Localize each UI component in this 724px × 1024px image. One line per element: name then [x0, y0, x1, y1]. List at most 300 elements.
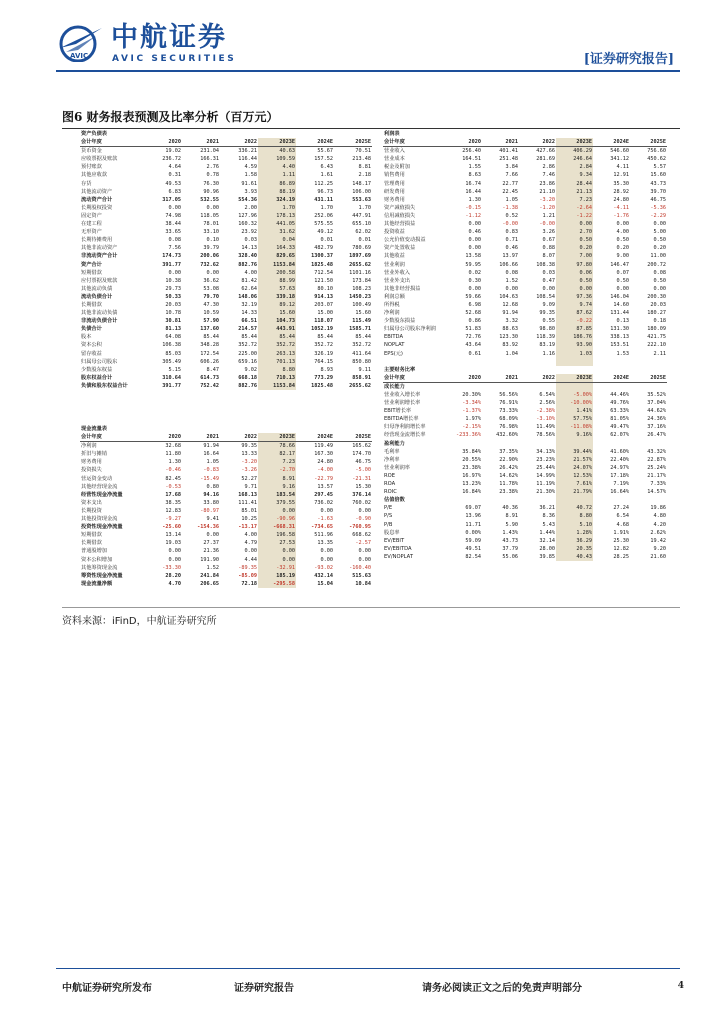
row-label: 资本公积 — [81, 342, 102, 349]
row-label: 短期借款 — [81, 532, 102, 539]
row-label: 营业利润率 — [384, 464, 410, 471]
row-label: 资本支出 — [81, 499, 102, 506]
cell-value: 0.50 — [556, 277, 593, 285]
cell-value: 614.73 — [200, 374, 219, 381]
cell-value: 121.50 — [314, 277, 333, 284]
cell-value: 146.47 — [610, 261, 629, 268]
cell-value: 19.02 — [165, 148, 181, 155]
cell-value: 164.33 — [258, 244, 296, 252]
row-label: 在建工程 — [81, 221, 102, 228]
cell-value: 2.11 — [653, 350, 666, 357]
cell-value: -15.49 — [200, 475, 219, 482]
cell-value: 2021 — [182, 433, 220, 442]
cell-value: 3.84 — [505, 164, 518, 171]
cell-value: 7.33% — [650, 481, 666, 488]
cell-value: 49.47% — [610, 424, 629, 431]
table-row — [80, 382, 372, 390]
cell-value: 773.29 — [314, 374, 333, 381]
cell-value: 108.38 — [536, 261, 555, 268]
cell-value: 11.19% — [536, 481, 555, 488]
row-label — [383, 358, 445, 366]
cell-value: 43.64 — [465, 342, 481, 349]
cell-value — [556, 440, 593, 448]
cell-value: -0.00 — [502, 221, 518, 228]
cell-value: 8.80 — [258, 366, 296, 374]
cell-value: 8.36 — [542, 513, 555, 520]
cell-value: 131.30 — [610, 326, 629, 333]
cell-value — [445, 130, 482, 138]
cell-value: 174.70 — [352, 451, 371, 458]
cell-value: 146.04 — [610, 293, 629, 300]
cell-value: 2023E — [258, 433, 296, 442]
cell-value: 44.62% — [647, 408, 666, 415]
cell-value: 87.62 — [556, 309, 593, 317]
row-label: EBITDA — [384, 334, 403, 341]
cell-value: 411.64 — [352, 350, 371, 357]
cell-value: 78.66 — [258, 442, 296, 451]
cell-value: -2.15% — [462, 424, 481, 431]
cell-value: 1.21 — [542, 212, 555, 219]
table-row — [383, 333, 667, 341]
cell-value: 15.04 — [317, 580, 333, 587]
cell-value: 2024E — [593, 138, 630, 147]
cell-value: -32.91 — [258, 564, 296, 572]
row-label: 资产合计 — [81, 261, 102, 268]
row-label: 资本公积增加 — [81, 556, 113, 563]
table-row — [80, 458, 372, 466]
cell-value: 165.62 — [352, 443, 371, 450]
cell-value: 88.99 — [258, 277, 296, 285]
cell-value: 0.46 — [468, 229, 481, 236]
row-label: 会计年度 — [80, 138, 144, 147]
row-label: 其他投资现金流 — [81, 516, 118, 523]
cell-value: 36.62 — [203, 277, 219, 284]
cell-value: 85.44 — [317, 334, 333, 341]
cell-value: -233.36% — [456, 432, 481, 439]
cell-value: 0.50 — [616, 237, 629, 244]
cell-value: 5.00 — [653, 229, 666, 236]
row-label: 股东权益合计 — [81, 374, 113, 381]
cell-value: 57.90 — [203, 318, 219, 325]
cell-value: 1.43% — [502, 529, 518, 536]
cell-value: 0.00 — [258, 556, 296, 564]
cell-value: 69.07 — [465, 505, 481, 512]
table-row — [80, 309, 372, 317]
cell-value: 27.24 — [613, 505, 629, 512]
cell-value: 183.54 — [258, 491, 296, 499]
cell-value: 8.91 — [258, 475, 296, 483]
cell-value: -0.53 — [165, 483, 181, 490]
cell-value: 33.65 — [165, 229, 181, 236]
table-row — [383, 545, 667, 553]
cell-value: 0.46 — [505, 245, 518, 252]
cell-value: 57.63 — [258, 285, 296, 293]
cell-value: 85.44 — [258, 333, 296, 341]
cell-value: 36.21 — [539, 505, 555, 512]
cell-value: 63.33% — [610, 408, 629, 415]
cell-value: 5.90 — [505, 521, 518, 528]
cell-value: 55.06 — [502, 553, 518, 560]
cell-value — [220, 425, 258, 433]
row-label: EV/NOPLAT — [384, 553, 413, 560]
cell-value: 206.65 — [200, 580, 219, 587]
cell-value: 83.19 — [539, 342, 555, 349]
table-row — [383, 440, 667, 448]
cell-value: 70.51 — [355, 148, 371, 155]
row-label: 留存收益 — [81, 350, 102, 357]
cell-value: 20.35 — [556, 545, 593, 553]
cell-value: 2022 — [519, 138, 556, 147]
cell-value: 0.86 — [468, 318, 481, 325]
table-row — [80, 188, 372, 196]
cell-value: 0.00 — [653, 285, 666, 292]
cell-value: 68.09% — [499, 416, 518, 423]
table-row — [383, 171, 667, 179]
cell-value: 9.74 — [556, 301, 593, 309]
cell-value: 214.57 — [238, 326, 257, 333]
cell-value: 9.20 — [653, 545, 666, 552]
cell-value — [630, 496, 667, 504]
row-label: 会计年度 — [383, 138, 445, 147]
table-row — [80, 277, 372, 285]
cell-value: 2024E — [296, 138, 334, 147]
cell-value: 5.43 — [542, 521, 555, 528]
cell-value: 511.96 — [314, 532, 333, 539]
cell-value: -0.46 — [165, 467, 181, 474]
cell-value: 1897.69 — [349, 253, 371, 260]
cell-value: 231.04 — [200, 148, 219, 155]
cell-value: 178.13 — [258, 212, 296, 220]
cell-value: 4.68 — [616, 521, 629, 528]
cell-value: 352.72 — [314, 342, 333, 349]
cell-value: 72.18 — [241, 580, 257, 587]
cell-value — [482, 496, 519, 504]
cell-value: 25.24% — [647, 464, 666, 471]
cell-value: 443.91 — [258, 325, 296, 333]
cell-value: 0.00 — [168, 548, 181, 555]
cell-value: 16.84% — [462, 489, 481, 496]
table-row — [80, 325, 372, 333]
row-label: 净利润 — [81, 443, 97, 450]
cell-value: 431.11 — [314, 196, 333, 203]
section-title-row — [383, 366, 667, 374]
cell-value: 0.00 — [206, 269, 219, 276]
cell-value: 0.00 — [320, 507, 333, 514]
cell-value: 7.23 — [556, 196, 593, 204]
cell-value: 756.60 — [647, 148, 666, 155]
row-label: 其他非流动负债 — [81, 310, 118, 317]
cell-value — [593, 440, 630, 448]
cell-value: 23.92 — [241, 229, 257, 236]
cell-value: 1.28% — [556, 529, 593, 537]
table-row — [383, 350, 667, 358]
cell-value: 0.00 — [468, 237, 481, 244]
cell-value: 379.55 — [258, 499, 296, 507]
cell-value: 74.98 — [165, 212, 181, 219]
cell-value: -10.00% — [556, 399, 593, 407]
table-row — [383, 423, 667, 431]
cell-value: 37.04% — [647, 400, 666, 407]
cell-value — [445, 358, 482, 366]
cell-value: 13.33 — [241, 451, 257, 458]
cell-value: 1585.71 — [349, 326, 371, 333]
row-label: 负债合计 — [81, 326, 102, 333]
table-row — [383, 163, 667, 171]
cell-value: 0.01 — [320, 237, 333, 244]
cell-value: 391.77 — [162, 382, 181, 389]
cell-value: 1.61 — [320, 172, 333, 179]
cell-value: 5.57 — [653, 164, 666, 171]
cell-value: 43.73 — [650, 180, 666, 187]
cell-value: 36.29 — [556, 537, 593, 545]
cell-value — [519, 358, 556, 366]
cell-value: 352.72 — [352, 342, 371, 349]
cell-value: 780.69 — [352, 245, 371, 252]
cell-value: 0.50 — [616, 277, 629, 284]
table-row — [383, 448, 667, 456]
row-label: 公允价值变动损益 — [384, 237, 426, 244]
cell-value: -1.12 — [465, 212, 481, 219]
cell-value: 9.00 — [616, 253, 629, 260]
cell-value: 421.75 — [647, 334, 666, 341]
cell-value: 0.01 — [358, 237, 371, 244]
cell-value: 25.30 — [613, 537, 629, 544]
cell-value: 5.15 — [168, 366, 181, 373]
cell-value: 10.25 — [241, 516, 257, 523]
cell-value: 8.80 — [556, 512, 593, 520]
cell-value: 40.36 — [502, 505, 518, 512]
cell-value: 9.71 — [244, 483, 257, 490]
cell-value: 1.58 — [244, 172, 257, 179]
cell-value — [482, 130, 519, 138]
cell-value: 0.47 — [542, 277, 555, 284]
data-source-note: 资料来源：iFinD，中航证券研究所 — [62, 616, 217, 627]
cell-value: 91.94 — [502, 310, 518, 317]
source-divider — [62, 607, 680, 608]
cell-value: 50.33 — [165, 293, 181, 300]
cell-value: 111.41 — [238, 499, 257, 506]
cell-value — [482, 440, 519, 448]
footer-publisher: 中航证券研究所发布 — [62, 983, 152, 994]
cell-value: 655.10 — [352, 221, 371, 228]
cell-value: 82.54 — [465, 553, 481, 560]
row-label: 其他非经营损益 — [384, 285, 421, 292]
row-label: 会计年度 — [383, 374, 445, 383]
cell-value: -1.37% — [462, 408, 481, 415]
cell-value: 28.20 — [165, 572, 181, 579]
cell-value: 21.30% — [536, 489, 555, 496]
table-row — [383, 252, 667, 260]
cell-value: 668.18 — [238, 374, 257, 381]
row-label: P/B — [384, 521, 393, 528]
cell-value: -3.10% — [536, 416, 555, 423]
cell-value — [220, 130, 258, 138]
cell-value: 0.10 — [206, 237, 219, 244]
cell-value: 52.27 — [241, 475, 257, 482]
cell-value: 432.60% — [496, 432, 518, 439]
cell-value: 82.45 — [165, 475, 181, 482]
cell-value — [296, 425, 334, 433]
cell-value: 0.78 — [206, 172, 219, 179]
cell-value: 91.61 — [241, 180, 257, 187]
cell-value: 14.33 — [241, 310, 257, 317]
cell-value: 98.80 — [539, 326, 555, 333]
cell-value: 32.19 — [241, 301, 257, 308]
cell-value: 401.41 — [499, 148, 518, 155]
cell-value: 47.30 — [203, 301, 219, 308]
row-label: 营运资金变动 — [81, 475, 113, 482]
cell-value: 55.67 — [317, 148, 333, 155]
cell-value: 28.25 — [613, 553, 629, 560]
cell-value: 81.05% — [610, 416, 629, 423]
cell-value: 575.55 — [314, 221, 333, 228]
cell-value: 85.03 — [165, 350, 181, 357]
cell-value: 4.00 — [244, 269, 257, 276]
table-row — [80, 483, 372, 491]
cell-value: 764.15 — [314, 358, 333, 365]
cell-value: 1.16 — [542, 350, 555, 357]
cell-value: -0.15 — [465, 204, 481, 211]
cell-value — [482, 382, 519, 391]
row-label: 营业外收入 — [384, 269, 410, 276]
row-label: 固定资产 — [81, 212, 102, 219]
cell-value: 9.41 — [206, 516, 219, 523]
row-label: 投资性现金净流量 — [81, 524, 123, 531]
cell-value: 2025E — [630, 138, 667, 147]
cell-value: 0.04 — [258, 236, 296, 244]
cell-value: -5.00 — [355, 467, 371, 474]
cell-value: 310.64 — [162, 374, 181, 381]
cell-value: 2.56% — [539, 400, 555, 407]
cell-value — [144, 425, 182, 433]
table-row — [80, 236, 372, 244]
cell-value: 4.00 — [616, 229, 629, 236]
cell-value: 78.56% — [536, 432, 555, 439]
cell-value: 1.30 — [168, 459, 181, 466]
table-row — [80, 358, 372, 366]
cell-value: 0.00 — [468, 221, 481, 228]
table-row — [80, 466, 372, 474]
row-label: 净利率 — [384, 456, 400, 463]
cell-value: 5.10 — [556, 521, 593, 529]
row-label: NOPLAT — [384, 342, 405, 349]
cell-value: 12.68 — [502, 301, 518, 308]
cell-value: 2025E — [334, 138, 372, 147]
cell-value: 10.38 — [165, 277, 181, 284]
row-label: P/E — [384, 505, 393, 512]
table-row — [80, 147, 372, 156]
cell-value: 39.44% — [556, 448, 593, 456]
cell-value: -93.02 — [314, 564, 333, 571]
table-row — [383, 212, 667, 220]
cell-value: 4.11 — [616, 164, 629, 171]
cell-value: 2020 — [445, 138, 482, 147]
cell-value: -3.20 — [539, 196, 555, 203]
cell-value: -11.08% — [556, 423, 593, 431]
table-row — [383, 261, 667, 269]
cell-value: 4.64 — [168, 164, 181, 171]
cell-value: 6.43 — [320, 164, 333, 171]
cell-value: 104.63 — [499, 293, 518, 300]
row-label: 短期借款 — [81, 269, 102, 276]
cell-value — [519, 496, 556, 504]
cell-value: -5.00% — [556, 391, 593, 399]
table-row — [383, 391, 667, 399]
cell-value: 0.67 — [542, 237, 555, 244]
cell-value — [519, 440, 556, 448]
cell-value: 710.13 — [258, 374, 296, 382]
cell-value: 20.03 — [165, 301, 181, 308]
row-label: 应收票据及账款 — [81, 156, 118, 163]
cell-value — [556, 366, 593, 374]
cell-value: 2024E — [296, 433, 334, 442]
cell-value: 2.18 — [358, 172, 371, 179]
cell-value: 14.13 — [241, 245, 257, 252]
cell-value: 4.00 — [244, 532, 257, 539]
cell-value: 0.00 — [468, 285, 481, 292]
section-title-row — [383, 130, 667, 138]
cell-value: 0.88 — [542, 245, 555, 252]
cell-value: 56.56% — [499, 392, 518, 398]
cell-value: 148.17 — [352, 180, 371, 187]
cell-value: 0.02 — [468, 269, 481, 276]
cell-value: -0.22 — [556, 317, 593, 325]
row-label: 资产减值损失 — [384, 204, 416, 211]
row-label: 负债和股东权益合计 — [81, 382, 128, 389]
table-row — [80, 163, 372, 171]
table-row — [383, 269, 667, 277]
row-label: 经营性现金净流量 — [81, 491, 123, 498]
row-label: 预付账款 — [81, 164, 102, 171]
cell-value: 44.46% — [610, 392, 629, 398]
table-row — [383, 415, 667, 423]
cell-value: 338.13 — [610, 334, 629, 341]
cell-value: 123.30 — [499, 334, 518, 341]
cell-value: -5.36 — [650, 204, 666, 211]
cell-value: 0.20 — [616, 245, 629, 252]
cell-value: 59.95 — [465, 261, 481, 268]
row-label: 少数股东权益 — [81, 366, 113, 373]
cell-value: 180.09 — [647, 326, 666, 333]
cell-value: 1.53 — [616, 350, 629, 357]
cell-value: 8.93 — [320, 366, 333, 373]
cell-value: -2.57 — [355, 540, 371, 547]
cell-value: 46.75 — [650, 196, 666, 203]
cell-value: 17.18% — [610, 472, 629, 479]
cell-value: 9.02 — [244, 366, 257, 373]
cell-value: 35.30 — [613, 180, 629, 187]
cell-value: 0.07 — [616, 269, 629, 276]
cell-value: 554.36 — [238, 196, 257, 203]
cell-value: 20.55% — [462, 456, 481, 463]
cell-value: 352.72 — [258, 341, 296, 349]
table-row — [383, 309, 667, 317]
row-label: 其他收益 — [384, 253, 405, 260]
cell-value: 37.79 — [502, 545, 518, 552]
cell-value: 81.42 — [241, 277, 257, 284]
cell-value: 9.11 — [358, 366, 371, 373]
row-label: 估值倍数 — [384, 497, 405, 504]
cell-value: 89.12 — [258, 301, 296, 309]
cell-value: 0.08 — [505, 269, 518, 276]
cell-value: 26.47% — [647, 432, 666, 439]
cell-value: 546.60 — [610, 148, 629, 155]
row-label: 长期股权投资 — [81, 204, 113, 211]
cell-value: 22.77 — [502, 180, 518, 187]
cell-value: 0.03 — [244, 237, 257, 244]
cell-value: 104.73 — [258, 317, 296, 325]
cell-value: 157.52 — [314, 156, 333, 163]
